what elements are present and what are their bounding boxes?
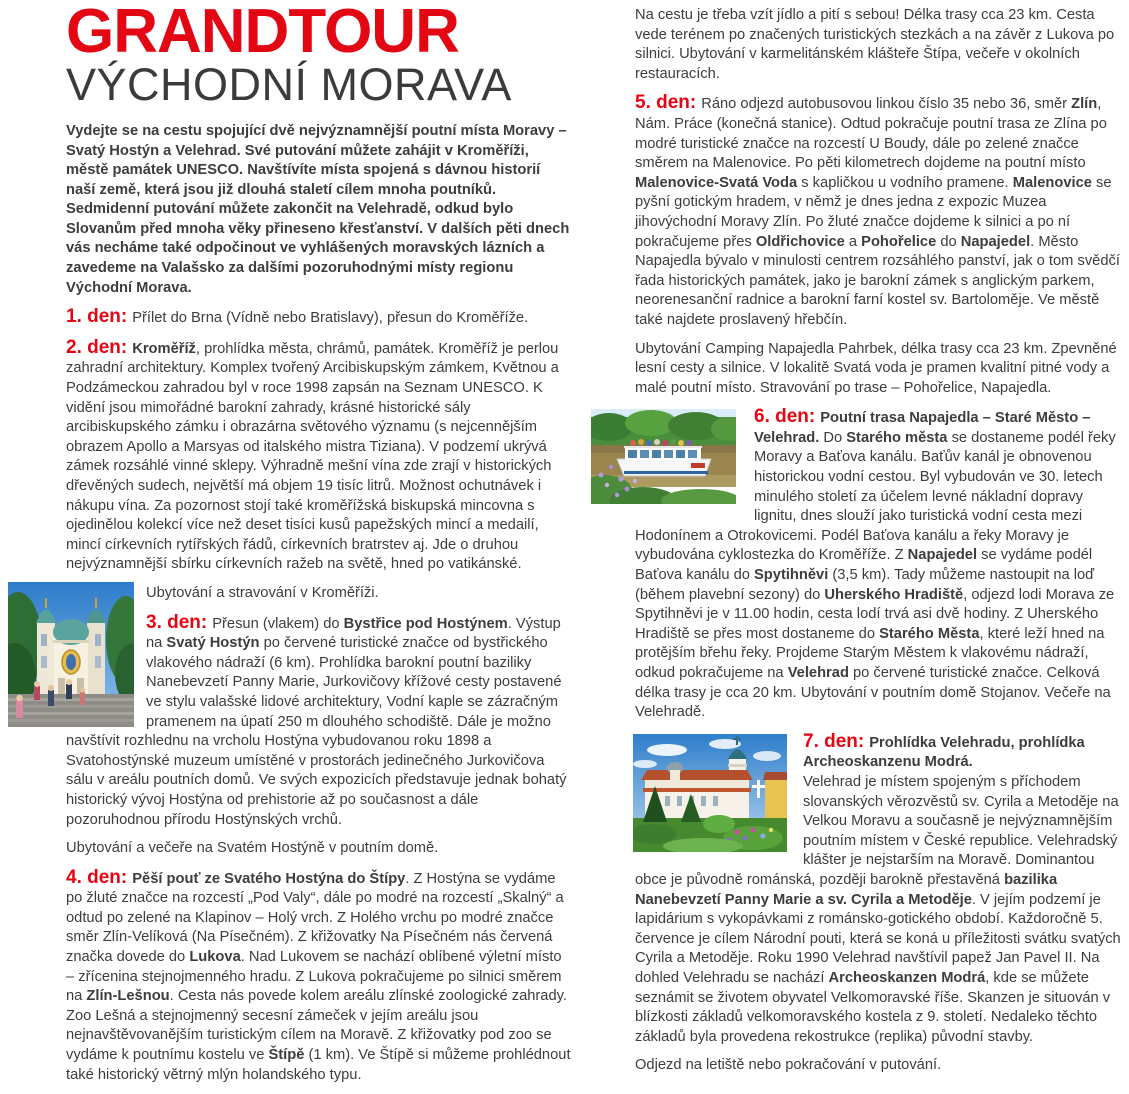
day-2-label: 2. den: [66, 336, 128, 358]
page-title: GRANDTOUR [66, 0, 459, 66]
right-column [635, 3, 1129, 1094]
day-7-text: Prohlídka Velehradu, prohlídka Archeoskanzenu Modrá. Velehrad je místem spojeným s příchodem slovanských věrozvěstů sv. Cyrila a Metoděje na Velkou Moravu a současně je nejvýznamnějším poutním místem v České republice. Velehradský klášter je nejstarším na Moravě. Dominantou obce je původně románská, později barokně přestavěná bazilika Nanebevzetí Panny Marie a sv. Cyrila a Metoděje. V jejím podzemí je lapidárium s vykopávkami z románsko-gotického období. Každoročně 5. července je cílem Národní pouti, která se koná u příležitosti svátku svatých Cyrila a Metoděje. Roku 1990 Velehrad navštívil papež Jan Pavel II. Na dohled Velehradu se nachází Archeoskanzen Modrá, kde se můžete seznámit se životem obyvatel Velkomoravské říše. Skanzen je situován v blízkosti základů velkomoravského kostela z 9. století. Nedaleko těchto základů byla provedena rekostrukce (replika) původní stavby. [635, 734, 1121, 1045]
day-2-paragraph [66, 338, 572, 575]
intro-paragraph: Vydejte se na cestu spojující dvě nejvýznamnější poutní místa Moravy – Svatý Hostýn a Velehrad. Své putování můžete zahájit v Kroměříži, městě památek UNESCO. Navštívíte místa spojená s dávnou historií naší země, která jsou již dlouhá staletí cílem mnoha poutníků. Sedmidenní putování můžete zakončit na Velehradě, odkud bylo Slovanům před mnoha věky přineseno křesťanství. V dalších pěti dnech vás necháme také odpočinout ve vyhlášených moravských lázních a zavedeme na Valašsko za dalšími pozoruhodnými místy regionu Východní Morava. [66, 122, 570, 296]
page-subtitle: VÝCHODNÍ MORAVA [66, 59, 512, 111]
day-3-text: Přesun (vlakem) do Bystřice pod Hostýnem. Výstup na Svatý Hostýn po červené turistické značce od bystřického vlakového nádraží (6 km). Prohlídka barokní poutní baziliky Nanebevzetí Panny Marie, Jurkovičovy křížové cesty postavené ve stylu valašské lidové architektury, Vodní kaple se zázračným pramenem na úpatí 250 m dlouhého schodiště. Dále je možno navštívit rozhlednu na vrcholu Hostýna vybudovanou roku 1898 a Svatohostýnské muzeum umístěné v prostorách jedinečného Jurkovičova sálu v areálu poutních domů. Ve svých expozicích představuje jednak bohatý historický vývoj Hostýna od prehistorie až po současnost a dále pozoruhodnou přírodu Hostýnských vrchů. [66, 615, 567, 828]
day-7-block [635, 732, 1129, 1057]
day-5-label: 5. den: [635, 92, 697, 114]
day-1-text: Přílet do Brna (Vídně nebo Bratislavy), přesun do Kroměříže. [132, 310, 529, 327]
para-departure: Odjezd na letiště nebo pokračování v putování. [635, 1057, 942, 1074]
photo-svaty-hostyn-basilica [8, 582, 134, 727]
photo-batuv-kanal-boat [591, 409, 736, 504]
day-4-text: Pěší pouť ze Svatého Hostýna do Štípy. Z Hostýna se vydáme po žluté značce na rozcestí „Pod Valy“, dále po modré na rozcestí „Skalný“ a odtud po zelené na Klapinov – Holý vrch. Z Holého vrchu po modré značce směr Zlín-Velíková (Na Písečném). Z křižovatky Na Písečném nás červená značka dovede do Lukova. Nad Lukovem se nachází oblíbené výletní místo – zřícenina stejnojmenného hradu. Z Lukova pokračujeme po silnici směrem na Zlín-Lešnou. Cesta nás povede kolem areálu zlínské zoologické zahrady. Zoo Lešná a stejnojmenný secesní zámeček v jejím areálu jsou nejnavštěvovanějším turistickým cílem na Moravě. Z křižovatky pod zoo se vydáme k poutnímu kostelu ve Štípě (1 km). Ve Štípě si můžeme prohlédnout také historický větrný mlýn holandského typu. [66, 870, 571, 1083]
photo-velehrad-basilica [633, 734, 787, 852]
para-camping: Ubytování Camping Napajedla Pahrbek, délka trasy cca 23 km. Zpevněné lesní cesty a silnice. V lokalitě Svatá voda je pramen kvalitní pitné vody a malé poutní místo. Stravování po trase – Pohořelice, Napajedla. [635, 340, 1117, 396]
day-6-label: 6. den: [754, 406, 816, 428]
day-1-label: 1. den: [66, 306, 128, 328]
velehrad-basilica-illustration [633, 734, 787, 852]
day-1-paragraph [66, 307, 572, 329]
svaty-hostyn-basilica-illustration [8, 582, 134, 727]
day-6-text: Poutní trasa Napajedla – Staré Město – Velehrad. Do Starého města se dostaneme podél řeky Moravy a Baťova kanálu. Baťův kanál je obnovenou historickou vodní cestou. Byl vybudován ve 30. letech minulého století za účelem levné nákladní dopravy lignitu, dnes slouží jako turistická vodní cesta mezi Hodonínem a Otrokovicemi. Podél Baťova kanálu a řeky Moravy je vybudována cyklostezka do Kroměříže. Z Napajedel se vydáme podél Baťova kanálu do Spytihněvi (3,5 km). Tady můžeme nastoupit na loď (během plavební sezony) do Uherského Hradiště, odjezd lodi Morava ze Spytihněvi je v 11.00 hodin, cesta lodí trvá asi dvě hodiny. Z Uherského Hradiště se přes most dostaneme do Starého Města, které leží hned na protějším břehu řeky. Projdeme Starým Městem k vlakovému nádraží, odkud pokračujeme na Velehrad po červené turistické značce. Celková délka trasy je cca 20 km. Ubytování v poutním domě Stojanov. Večeře na Velehradě. [635, 410, 1116, 721]
note-kromeriz: Ubytování a stravování v Kroměříži. [146, 584, 379, 601]
day-2-text: Kroměříž, prohlídka města, chrámů, památek. Kroměříž je perlou zahradní architektury. Komplex tvořený Arcibiskupským zámkem, Květnou a Podzámeckou zahradou byl v roce 1998 zapsán na Seznam UNESCO. K vidění jsou mimořádné barokní zahrady, krásné historické sály arcibiskupského zámku i obrazárna světového významu (s nejcennějším obrazem Apollo a Marsyas od italského mistra Tiziana). V podzemí ukrývá zámek rozsáhlé vinné sklepy. Výhradně mešní vína zde zrají v historických dřevěných sudech, největší má objem 19 tisíc litrů. Možnost ochutnávek i nákupu vína. Za pozornost stojí také kroměřížská biskupská mincovna s ojedinělou kolekcí více než deset tisíci kusů papežských mincí a medailí, mincí církevních rytířských řádů, církevních bratrstev aj. Jde o druhou nejvýznamnější sbírku církevních ražeb na světě, hned po vatikánské. [66, 340, 559, 573]
day-6-block [635, 407, 1129, 732]
para-food: Na cestu je třeba vzít jídlo a pití s sebou! Délka trasy cca 23 km. Cesta vede terénem po značených turistických stezkách a na závěr z Lukova po silnici. Ubytování v karmelitánském klášteře Štípa, večeře v okolních restauracích. [635, 7, 1115, 82]
note-hostyn: Ubytování a večeře na Svatém Hostýně v poutním domě. [66, 840, 439, 857]
day-7-label: 7. den: [803, 730, 865, 752]
day-5-paragraph [635, 93, 1129, 330]
day-5-text: Ráno odjezd autobusovou linkou číslo 35 nebo 36, směr Zlín, Nám. Práce (konečná stanice). Odtud pokračuje poutní trasa ze Zlína po modré turistické značce na rozcestí U Boudy, dále po zelené značce směrem na Malenovice. Po pěti kilometrech dojdeme na poutní místo Malenovice-Svatá Voda s kapličkou u vodního pramene. Malenovice se pyšní gotickým hradem, v němž je dnes jedna z expozic Muzea jihovýchodní Moravy Zlín. Po žluté značce dojdeme k silnici a po ní pokračujeme přes Oldřichovice a Pohořelice do Napajedel. Město Napajedla bývalo v minulosti centrem rozsáhlého panství, jak o tom svědčí řada historických památek, jako je barokní zámek s anglickým parkem, neorenesanční radnice a barokní farní kostel sv. Bartoloměje. Ve městě také najdete proslavený hřebčín. [635, 96, 1120, 328]
day-4-label: 4. den: [66, 866, 128, 888]
day-4-paragraph [66, 868, 572, 1086]
batuv-kanal-boat-illustration [591, 409, 736, 504]
left-column [66, 0, 572, 1094]
day-3-block [66, 584, 572, 839]
day-3-label: 3. den: [146, 611, 208, 633]
day-3-paragraph [66, 613, 572, 831]
